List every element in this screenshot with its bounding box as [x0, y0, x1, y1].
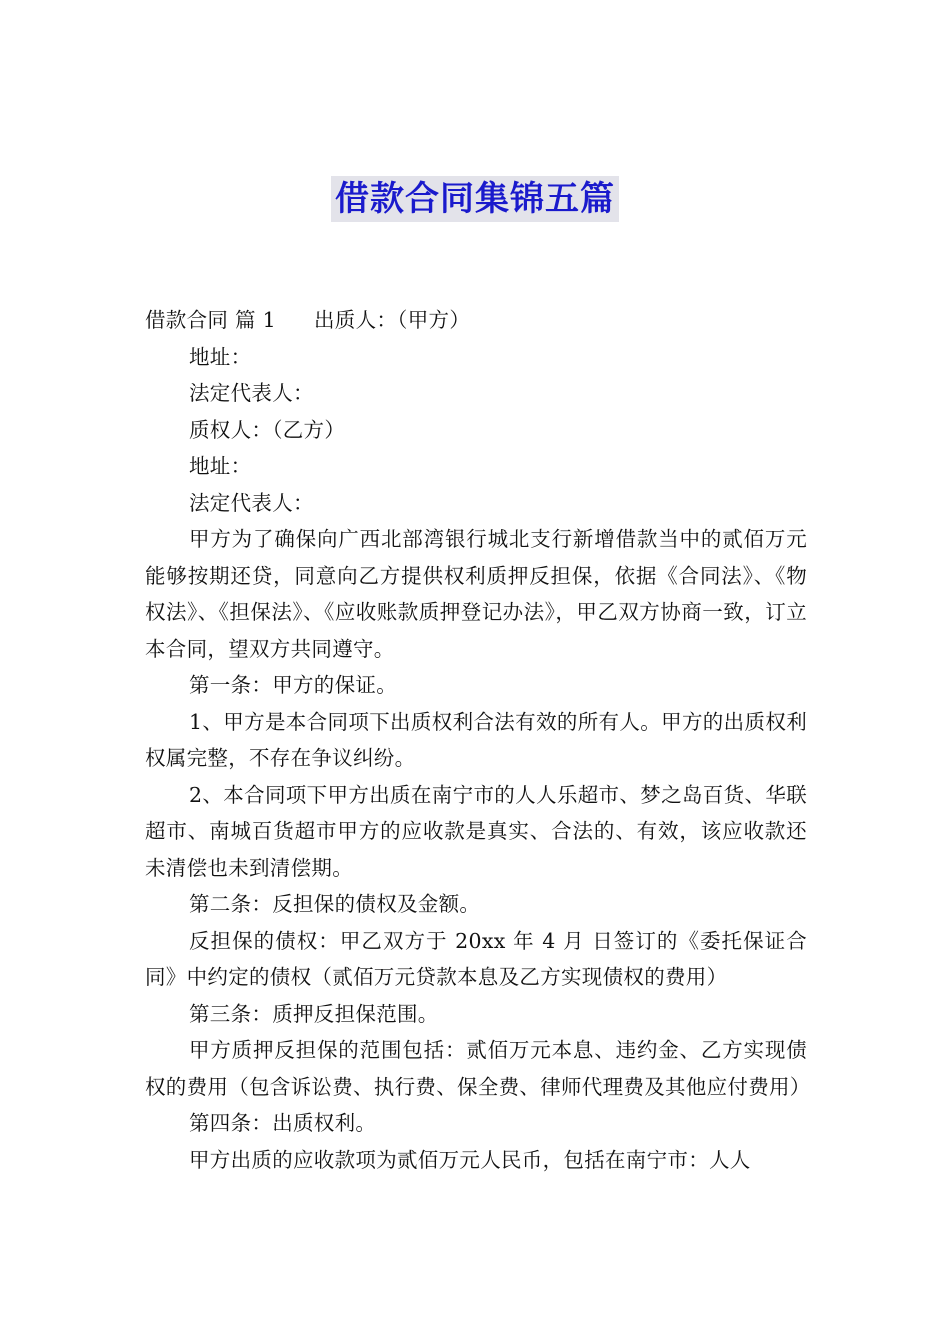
- contract-label: 借款合同 篇 1: [145, 308, 276, 332]
- title-container: [0, 176, 950, 222]
- paragraph: 2、本合同项下甲方出质在南宁市的人人乐超市、梦之岛百货、华联超市、南城百货超市甲方的应收款是真实、合法的、有效，该应收款还未清偿也未到清偿期。: [145, 782, 807, 880]
- paragraph: 甲方出质的应收款项为贰佰万元人民币，包括在南宁市：人人: [189, 1147, 751, 1172]
- pledgor-label: 出质人：（甲方）: [313, 308, 471, 332]
- paragraph: 甲方为了确保向广西北部湾银行城北支行新增借款当中的贰佰万元能够按期还贷，同意向乙方提供权利质押反担保，依据《合同法》、《物权法》、《担保法》、《应收账款质押登记办法》，甲乙双方协商一致，订立本合同，望双方共同遵守。: [145, 527, 807, 661]
- paragraph: 第四条：出质权利。: [189, 1111, 377, 1135]
- paragraph: 地址：: [189, 344, 252, 369]
- document-title: 借款合同集锦五篇: [331, 176, 619, 222]
- paragraph: 质权人：（乙方）: [189, 417, 346, 442]
- paragraph: 法定代表人：: [189, 381, 314, 405]
- paragraph: 地址：: [189, 454, 252, 478]
- paragraph: 反担保的债权：甲乙双方于 20xx 年 4 月 日签订的《委托保证合同》中约定的债权（贰佰万元贷款本息及乙方实现债权的费用）: [145, 928, 807, 989]
- document-body: [145, 302, 811, 1178]
- paragraph: 第二条：反担保的债权及金额。: [189, 892, 481, 916]
- heading-line: [145, 302, 807, 339]
- paragraph: 第三条：质押反担保范围。: [189, 1001, 439, 1026]
- paragraph: 法定代表人：: [189, 490, 314, 515]
- paragraph: 甲方质押反担保的范围包括：贰佰万元本息、违约金、乙方实现债权的费用（包含诉讼费、执行费、保全费、律师代理费及其他应付费用）: [145, 1038, 811, 1099]
- paragraph: 1、甲方是本合同项下出质权利合法有效的所有人。甲方的出质权利权属完整，不存在争议纠纷。: [145, 709, 807, 770]
- paragraph: 第一条：甲方的保证。: [189, 673, 397, 697]
